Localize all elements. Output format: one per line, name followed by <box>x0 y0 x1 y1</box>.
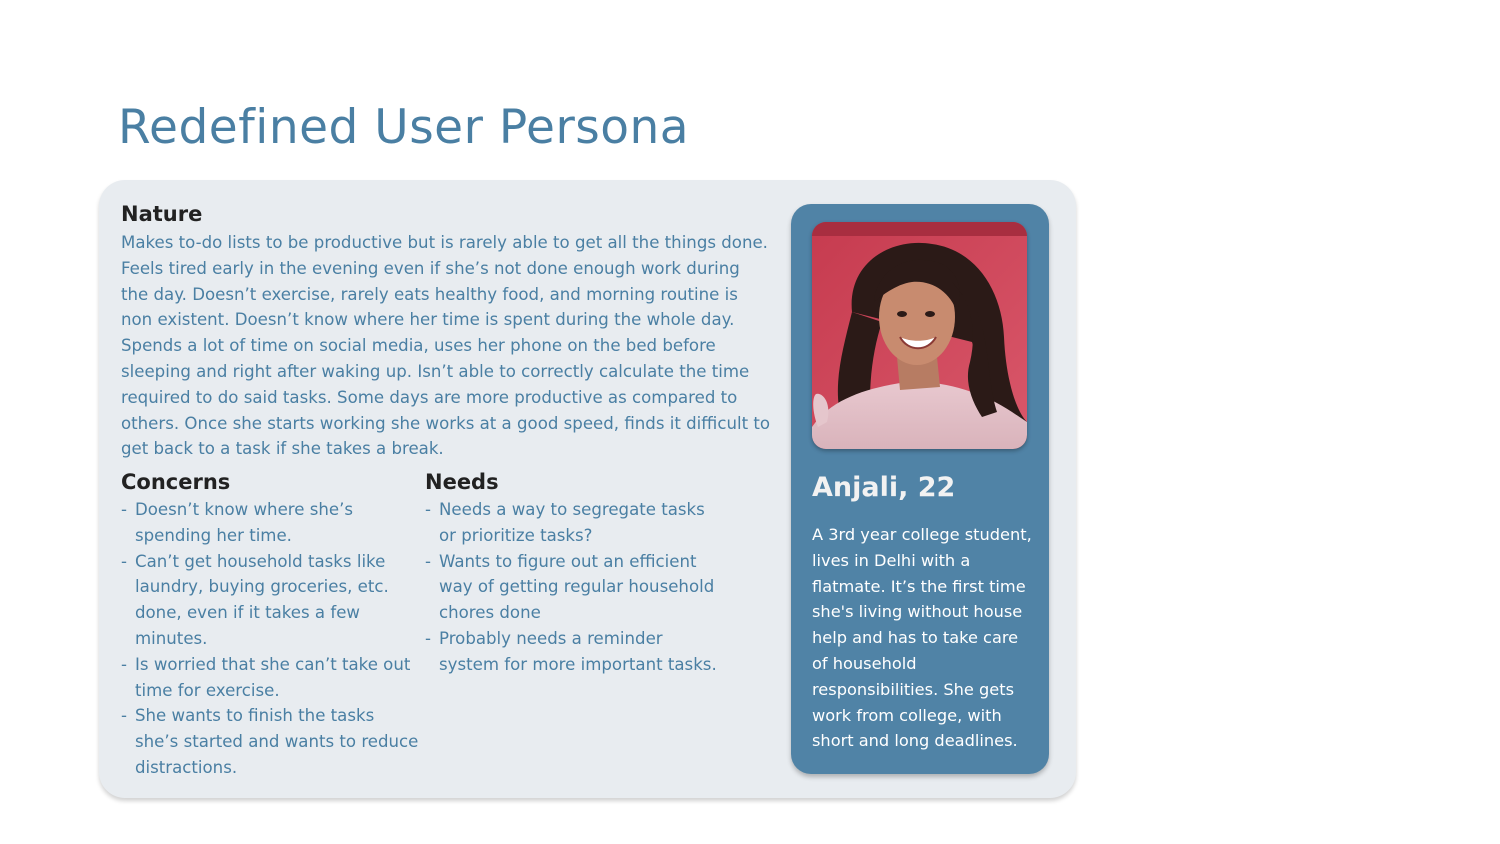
page-title: Redefined User Persona <box>118 100 690 155</box>
concern-item: - Can’t get household tasks like laundry, buying groceries, etc. done, even if it takes a few minutes. <box>121 549 421 652</box>
need-item: - Probably needs a reminder system for more important tasks. <box>425 626 725 678</box>
concern-item: - She wants to finish the tasks she’s started and wants to reduce distractions. <box>121 703 421 780</box>
concerns-list <box>121 497 421 781</box>
need-item: - Wants to figure out an efficient way of getting regular household chores done <box>425 549 725 626</box>
concern-item: - Doesn’t know where she’s spending her time. <box>121 497 421 549</box>
persona-description: A 3rd year college student, lives in Delhi with a flatmate. It’s the first time she's living without house help and has to take care of household responsibilities. She gets work from college, with short and long deadlines. <box>812 525 1032 751</box>
nature-text: Makes to-do lists to be productive but is rarely able to get all the things done. Feels tired early in the evening even if she’s not done enough work during the day. Doesn’t exercise, rarely eats healthy food, and morning routine is non existent. Doesn’t know where her time is spent during the whole day. Spends a lot of time on social media, uses her phone on the bed before sleeping and right after waking up. Isn’t able to correctly calculate the time required to do said tasks. Some days are more productive as compared to others. Once she starts working she works at a good speed, finds it difficult to get back to a task if she takes a break. <box>121 233 771 459</box>
concern-item: - Is worried that she can’t take out time for exercise. <box>121 652 421 704</box>
need-item: - Needs a way to segregate tasks or prioritize tasks? <box>425 497 725 549</box>
concerns-heading: Concerns <box>121 470 231 494</box>
needs-list <box>425 497 725 678</box>
nature-heading: Nature <box>121 202 203 226</box>
persona-name: Anjali, 22 <box>812 472 956 503</box>
persona-card <box>99 180 1076 798</box>
needs-heading: Needs <box>425 470 499 494</box>
profile-card <box>791 204 1049 774</box>
persona-photo <box>812 222 1027 449</box>
